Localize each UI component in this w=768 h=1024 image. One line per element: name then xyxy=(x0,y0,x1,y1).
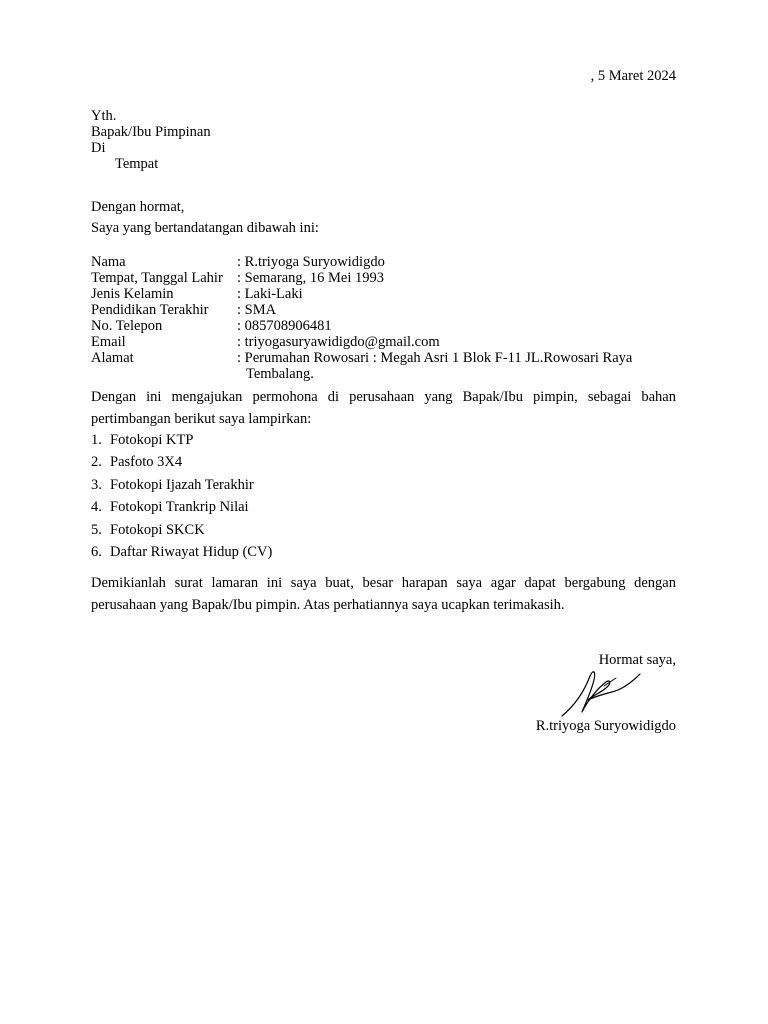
identity-value: : Semarang, 16 Mei 1993 xyxy=(237,270,384,286)
list-item-text: Fotokopi SKCK xyxy=(110,522,205,538)
signature-image xyxy=(560,666,644,718)
list-item-text: Pasfoto 3X4 xyxy=(110,454,183,470)
recipient-line: Di xyxy=(91,140,106,156)
identity-label: Nama xyxy=(91,254,126,270)
identity-value: : SMA xyxy=(237,302,277,318)
identity-label: Pendidikan Terakhir xyxy=(91,302,209,318)
list-item-number: 1. xyxy=(91,432,102,448)
greeting: Dengan hormat, xyxy=(91,199,185,215)
list-item-text: Fotokopi KTP xyxy=(110,432,194,448)
list-item-number: 3. xyxy=(91,477,102,493)
closing-paragraph: Demikianlah surat lamaran ini saya buat, besar harapan saya agar dapat bergabung dengan perusahaan yang Bapak/Ibu pimpin. Atas perhatiannya saya ucapkan terimakasih. xyxy=(91,575,676,613)
recipient-line: Tempat xyxy=(115,156,159,172)
request-paragraph: Dengan ini mengajukan permohona di perusahaan yang Bapak/Ibu pimpin, sebagai bahan pertimbangan berikut saya lampirkan: xyxy=(91,389,676,427)
list-item-number: 4. xyxy=(91,499,102,515)
identity-label: No. Telepon xyxy=(91,318,163,334)
signoff: Hormat saya, xyxy=(598,652,676,668)
intro-text: Saya yang bertandatangan dibawah ini: xyxy=(91,220,319,236)
identity-label: Tempat, Tanggal Lahir xyxy=(91,270,223,286)
identity-value: : 085708906481 xyxy=(237,318,332,334)
identity-label: Email xyxy=(91,334,126,350)
identity-value-continuation: Tembalang. xyxy=(246,366,314,382)
list-item-text: Fotokopi Trankrip Nilai xyxy=(110,499,249,515)
identity-label: Jenis Kelamin xyxy=(91,286,174,302)
signer-name: R.triyoga Suryowidigdo xyxy=(535,718,676,734)
identity-value: : Laki-Laki xyxy=(237,286,303,302)
identity-value: : R.triyoga Suryowidigdo xyxy=(237,254,385,270)
recipient-line: Yth. xyxy=(91,108,117,124)
letter-date: , 5 Maret 2024 xyxy=(590,68,676,84)
list-item-text: Fotokopi Ijazah Terakhir xyxy=(110,477,254,493)
identity-label: Alamat xyxy=(91,350,134,366)
list-item-number: 5. xyxy=(91,522,102,538)
list-item-text: Daftar Riwayat Hidup (CV) xyxy=(110,544,273,560)
identity-value: : triyogasuryawidigdo@gmail.com xyxy=(237,334,440,350)
identity-value: : Perumahan Rowosari : Megah Asri 1 Blok F-11 JL.Rowosari Raya xyxy=(237,350,633,366)
list-item-number: 6. xyxy=(91,544,102,560)
list-item-number: 2. xyxy=(91,454,102,470)
recipient-line: Bapak/Ibu Pimpinan xyxy=(91,124,211,140)
